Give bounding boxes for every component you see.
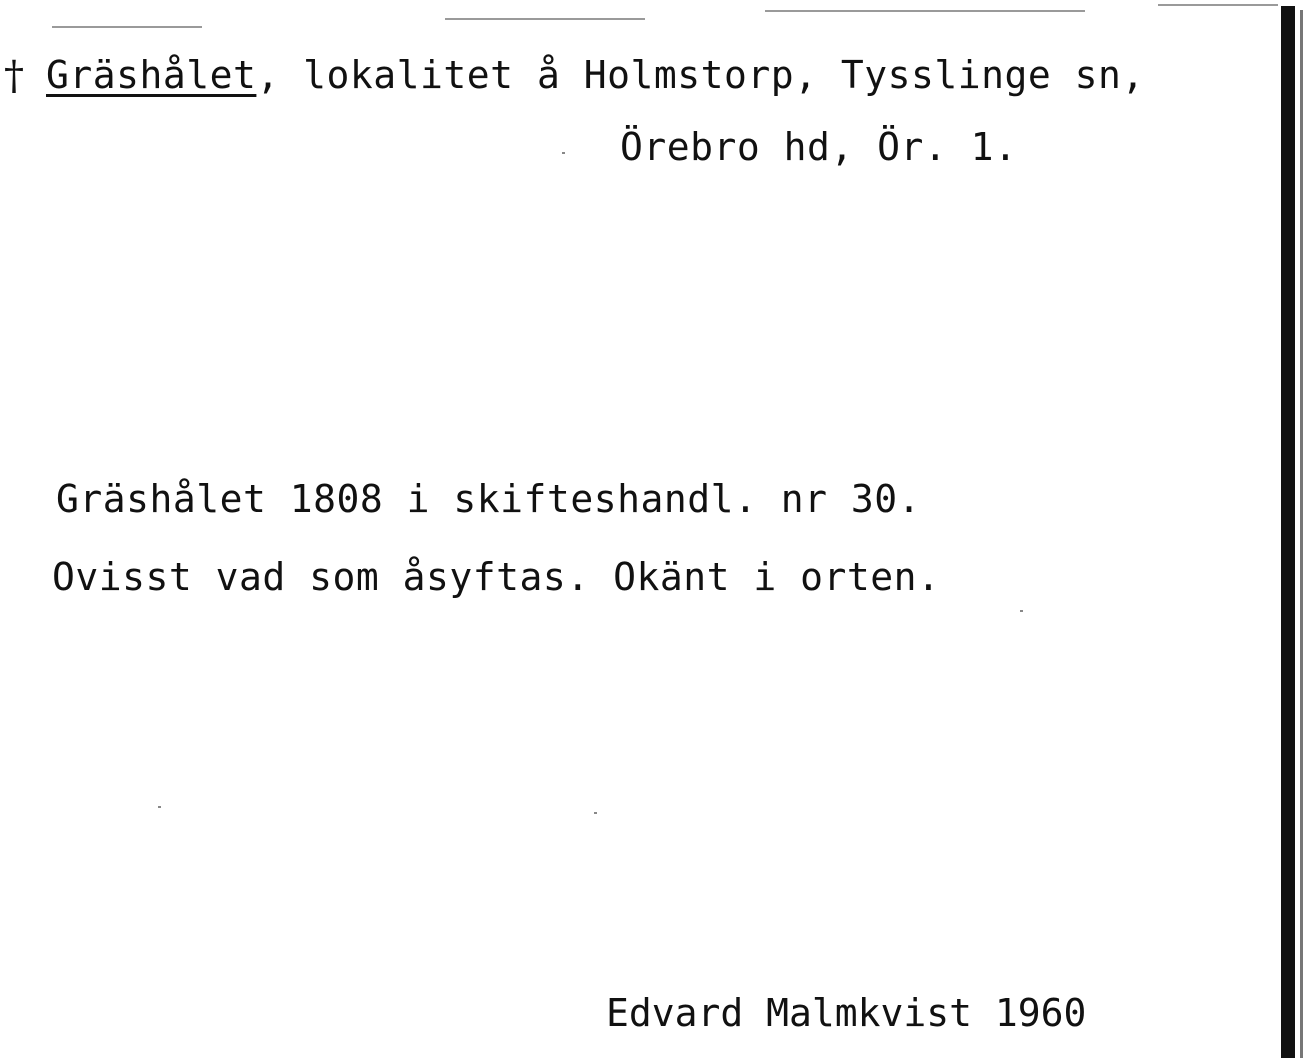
signature-line: Edvard Malmkvist 1960	[606, 991, 1087, 1035]
header-location: , lokalitet å Holmstorp, Tysslinge sn,	[256, 53, 1145, 97]
scan-mark	[445, 18, 645, 20]
header-line-1	[46, 53, 1145, 97]
scan-speck	[158, 806, 161, 808]
headword: Gräshålet	[46, 53, 257, 97]
header-line-2: Örebro hd, Ör. 1.	[620, 125, 1018, 169]
card-edge-line	[1300, 10, 1303, 1058]
body-line-1: Gräshålet 1808 i skifteshandl. nr 30.	[56, 477, 921, 521]
scan-speck	[594, 812, 597, 814]
scan-mark	[765, 10, 1085, 12]
scan-mark	[1158, 4, 1278, 6]
body-line-2: Ovisst vad som åsyftas. Okänt i orten.	[52, 555, 941, 599]
scan-speck	[1020, 610, 1023, 612]
scan-speck	[562, 152, 565, 154]
scan-mark	[52, 26, 202, 28]
card-edge-shadow	[1281, 6, 1295, 1058]
deceased-dagger-mark: †	[4, 53, 24, 99]
